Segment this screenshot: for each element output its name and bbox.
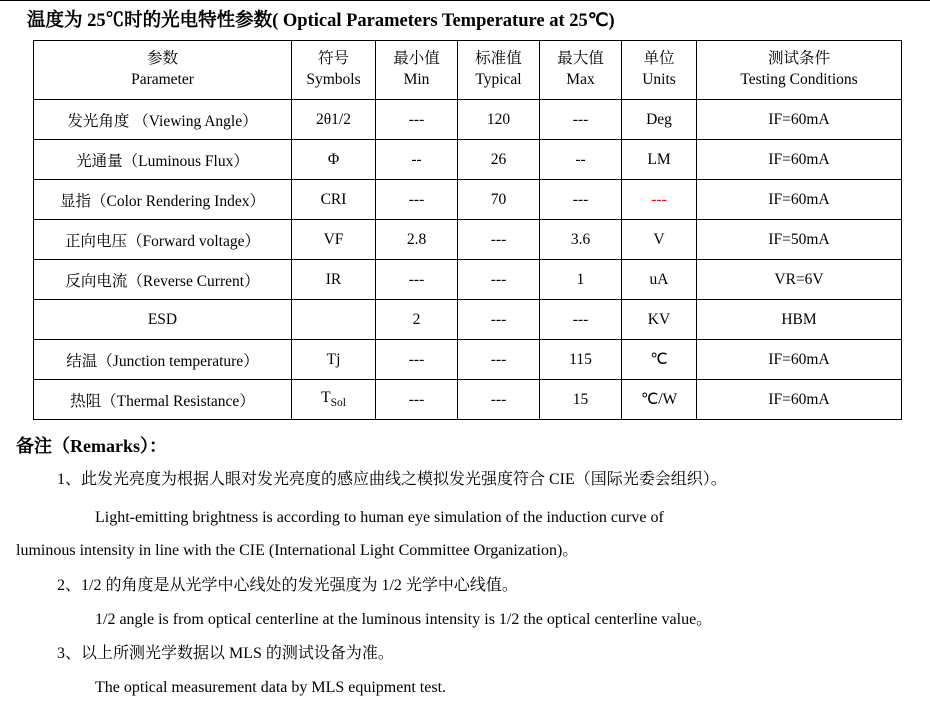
cell-symbol-subscript: Sol [330, 397, 346, 410]
cell-conditions: IF=60mA [697, 100, 902, 140]
cell-max: --- [540, 180, 622, 220]
cell-parameter: 热阻（Thermal Resistance） [34, 380, 292, 420]
cell-max: 15 [540, 380, 622, 420]
cell-units: ℃/W [622, 380, 697, 420]
column-header-symbols-cn: 符号 [317, 50, 349, 67]
cell-conditions: IF=60mA [697, 380, 902, 420]
cell-min: --- [376, 100, 458, 140]
column-header-units-en: Units [642, 71, 676, 88]
cell-symbol: Tj [292, 340, 376, 380]
cell-symbol [292, 300, 376, 340]
cell-typical: --- [458, 300, 540, 340]
column-header-max-en: Max [566, 71, 595, 88]
column-header-min-cn: 最小值 [393, 50, 440, 67]
cell-min: -- [376, 140, 458, 180]
cell-symbol: Φ [292, 140, 376, 180]
column-header-parameter [34, 41, 292, 100]
cell-conditions: IF=50mA [697, 220, 902, 260]
cell-units: uA [622, 260, 697, 300]
column-header-parameter-en: Parameter [131, 71, 194, 88]
cell-parameter: 光通量（Luminous Flux） [34, 140, 292, 180]
column-header-conditions-en: Testing Conditions [740, 71, 858, 88]
cell-conditions: IF=60mA [697, 140, 902, 180]
cell-parameter: 发光角度 （Viewing Angle） [34, 100, 292, 140]
cell-max: --- [540, 300, 622, 340]
optical-parameters-table [33, 40, 902, 420]
cell-typical: --- [458, 220, 540, 260]
cell-typical: --- [458, 340, 540, 380]
cell-min: --- [376, 260, 458, 300]
cell-max: 3.6 [540, 220, 622, 260]
cell-min: --- [376, 380, 458, 420]
column-header-typical-en: Typical [475, 71, 522, 88]
cell-parameter: 结温（Junction temperature） [34, 340, 292, 380]
page-top-rule [0, 0, 930, 1]
table-row [34, 100, 902, 140]
cell-typical: 26 [458, 140, 540, 180]
cell-parameter: 显指（Color Rendering Index） [34, 180, 292, 220]
remark-item-2-en: 1/2 angle is from optical centerline at the luminous intensity is 1/2 the optical centerline value。 [95, 611, 713, 628]
cell-max: 1 [540, 260, 622, 300]
cell-conditions: HBM [697, 300, 902, 340]
remark-item-3-en: The optical measurement data by MLS equipment test. [95, 679, 447, 696]
cell-min: --- [376, 340, 458, 380]
column-header-units-cn: 单位 [643, 50, 675, 67]
remark-item-1: 1、此发光亮度为根据人眼对发光亮度的感应曲线之模拟发光强度符合 CIE（国际光委会组织）。 [57, 471, 727, 488]
optical-parameters-table-wrapper [33, 40, 901, 420]
cell-typical: --- [458, 380, 540, 420]
column-header-min [376, 41, 458, 100]
cell-units: --- [622, 180, 697, 220]
cell-max: -- [540, 140, 622, 180]
cell-conditions: IF=60mA [697, 340, 902, 380]
cell-units: V [622, 220, 697, 260]
remark-item-1-en-line1: Light-emitting brightness is according to human eye simulation of the induction curve of [95, 509, 664, 526]
cell-typical: --- [458, 260, 540, 300]
table-row [34, 340, 902, 380]
cell-symbol: CRI [292, 180, 376, 220]
column-header-symbols [292, 41, 376, 100]
column-header-conditions-cn: 测试条件 [767, 50, 830, 67]
cell-parameter: 正向电压（Forward voltage） [34, 220, 292, 260]
column-header-max-cn: 最大值 [557, 50, 604, 67]
cell-min: 2.8 [376, 220, 458, 260]
column-header-typical [458, 41, 540, 100]
cell-symbol: 2θ1/2 [292, 100, 376, 140]
cell-symbol [292, 380, 376, 420]
cell-parameter: ESD [34, 300, 292, 340]
cell-symbol: IR [292, 260, 376, 300]
cell-min: --- [376, 180, 458, 220]
table-row [34, 140, 902, 180]
cell-symbol: VF [292, 220, 376, 260]
column-header-symbols-en: Symbols [306, 71, 361, 88]
table-row [34, 300, 902, 340]
cell-min: 2 [376, 300, 458, 340]
column-header-units [622, 41, 697, 100]
table-header-row [34, 41, 902, 100]
remark-item-1-en-line2: luminous intensity in line with the CIE (International Light Committee Organization)。 [16, 542, 579, 559]
cell-units: Deg [622, 100, 697, 140]
remark-item-3: 3、以上所测光学数据以 MLS 的测试设备为准。 [57, 645, 394, 662]
page-title: 温度为 25℃时的光电特性参数( Optical Parameters Temperature at 25℃) [27, 11, 615, 31]
cell-max: 115 [540, 340, 622, 380]
table-body [34, 100, 902, 420]
cell-parameter: 反向电流（Reverse Current） [34, 260, 292, 300]
table-header [34, 41, 902, 100]
column-header-conditions [697, 41, 902, 100]
column-header-max [540, 41, 622, 100]
remarks-heading: 备注（Remarks）： [16, 436, 167, 456]
table-row [34, 260, 902, 300]
cell-units: KV [622, 300, 697, 340]
cell-typical: 120 [458, 100, 540, 140]
cell-symbol-base: T [321, 389, 331, 407]
remark-item-2: 2、1/2 的角度是从光学中心线处的发光强度为 1/2 光学中心线值。 [57, 577, 518, 594]
cell-max: --- [540, 100, 622, 140]
cell-typical: 70 [458, 180, 540, 220]
cell-conditions: VR=6V [697, 260, 902, 300]
column-header-parameter-cn: 参数 [146, 50, 178, 67]
column-header-typical-cn: 标准值 [475, 50, 522, 67]
cell-units: ℃ [622, 340, 697, 380]
table-row [34, 180, 902, 220]
table-row [34, 220, 902, 260]
cell-units: LM [622, 140, 697, 180]
table-row [34, 380, 902, 420]
cell-conditions: IF=60mA [697, 180, 902, 220]
column-header-min-en: Min [403, 71, 430, 88]
